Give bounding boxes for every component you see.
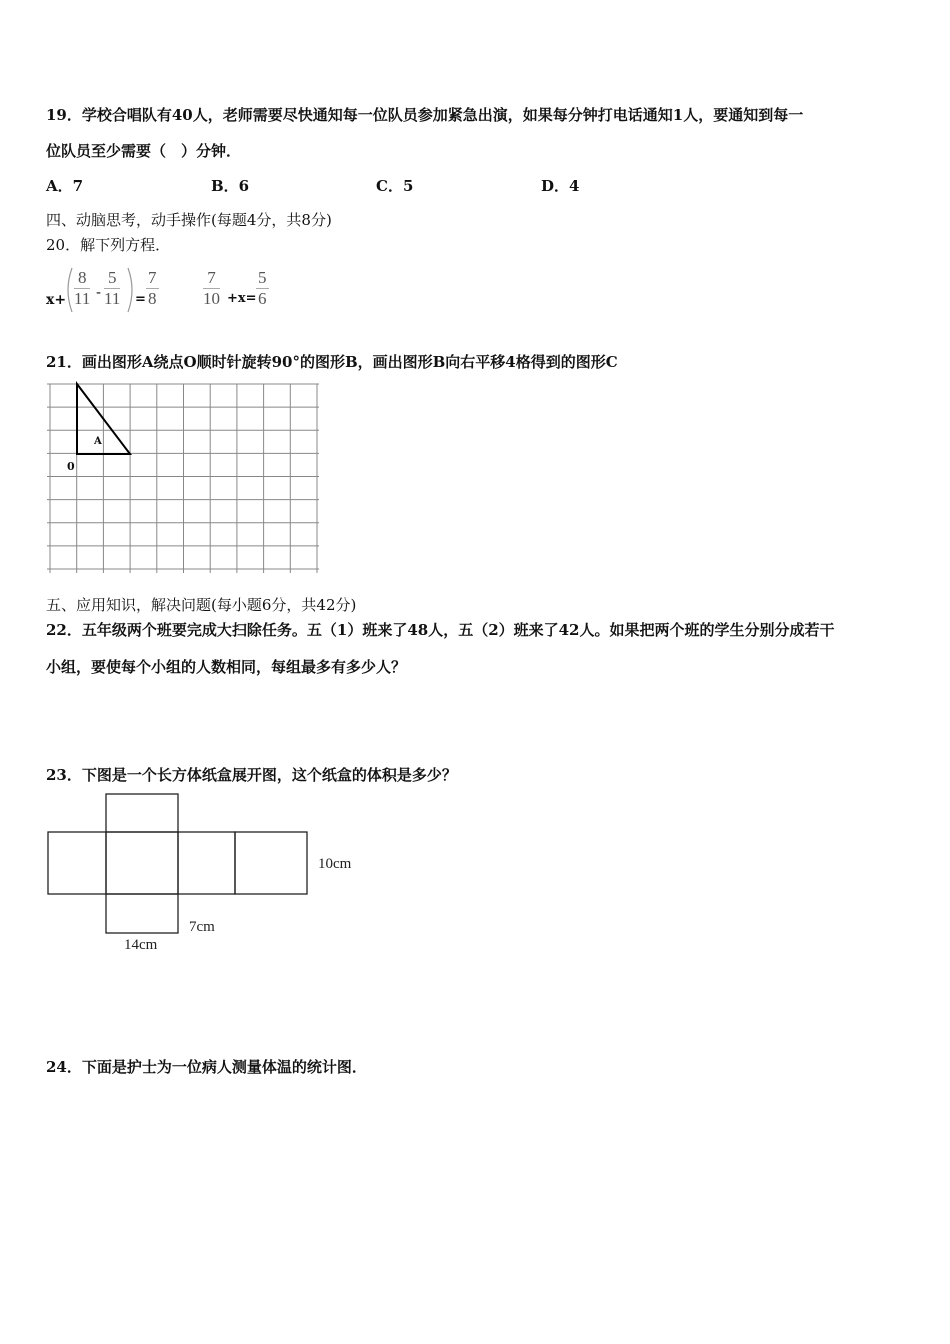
width-label: 7cm: [189, 919, 215, 935]
paren-left: [68, 268, 72, 312]
numerator: 8: [74, 268, 90, 289]
denominator: 6: [258, 289, 267, 308]
q19-option-b: B．6: [211, 177, 250, 195]
q20-title: 20．解下列方程．: [46, 236, 171, 254]
paren-right: [128, 268, 132, 312]
height-label: 10cm: [318, 856, 352, 872]
q21-title: 21．画出图形A绕点O顺时针旋转90°的图形B，画出图形B向右平移4格得到的图形C: [46, 353, 618, 371]
q22-line2: 小组，要使每个小组的人数相同，每组最多有多少人？: [46, 658, 407, 676]
denominator: 11: [104, 289, 121, 308]
q22-line1: 22．五年级两个班要完成大扫除任务。五（1）班来了48人，五（2）班来了42人。如果把两个班的学生分别分成若干: [46, 621, 835, 639]
eq1-equals: =: [135, 292, 146, 307]
section4-heading: 四、动脑思考，动手操作(每题4分，共8分): [46, 211, 332, 229]
q19-line2: 位队员至少需要（ ）分钟．: [46, 142, 242, 160]
section5-heading: 五、应用知识，解决问题(每小题6分，共42分): [46, 596, 357, 614]
grid: [47, 384, 319, 573]
eq1-prefix: x+: [46, 292, 67, 308]
denominator: 11: [74, 289, 91, 308]
numerator: 7: [148, 268, 157, 287]
eq1-minus: -: [96, 283, 102, 301]
q19-line1: 19．学校合唱队有40人，老师需要尽快通知每一位队员参加紧急出演，如果每分钟打电话通知1人，要通知到每一: [46, 106, 804, 124]
label-o: 0: [67, 460, 75, 473]
box-net: [48, 794, 307, 933]
numerator: 7: [203, 268, 220, 289]
numerator: 5: [104, 268, 120, 289]
denominator: 10: [203, 289, 220, 308]
q23-title: 23．下图是一个长方体纸盒展开图，这个纸盒的体积是多少？: [46, 766, 457, 784]
q19-option-a: A．7: [46, 177, 84, 195]
length-label: 14cm: [124, 937, 158, 953]
q19-option-d: D．4: [541, 177, 580, 195]
q24-title: 24．下面是护士为一位病人测量体温的统计图．: [46, 1058, 367, 1076]
denominator: 8: [148, 289, 157, 308]
eq2-mid: +x=: [227, 291, 257, 306]
numerator: 5: [258, 268, 267, 287]
label-a: A: [94, 436, 102, 447]
q19-option-c: C．5: [376, 177, 414, 195]
